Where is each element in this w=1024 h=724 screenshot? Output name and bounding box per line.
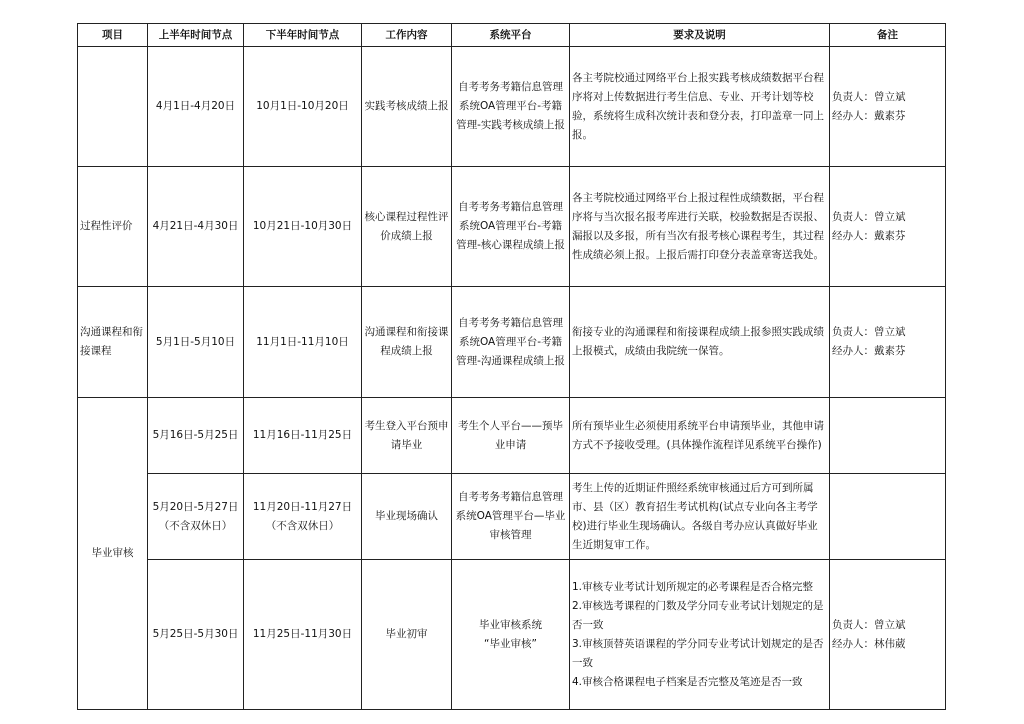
table-row-grad-review <box>78 560 946 710</box>
cell-requirement: 衔接专业的沟通课程和衔接课程成绩上报参照实践成绩上报模式，成绩由我院统一保管。 <box>570 287 830 398</box>
header-work: 工作内容 <box>362 24 452 47</box>
cell-work: 沟通课程和衔接课程成绩上报 <box>362 287 452 398</box>
cell-note: 负责人：曾立斌 经办人：林伟葳 <box>830 560 946 710</box>
cell-first-half: 5月16日-5月25日 <box>148 398 244 474</box>
cell-second-half: 11月1日-11月10日 <box>244 287 362 398</box>
cell-platform: 自考考务考籍信息管理系统OA管理平台-考籍管理-实践考核成绩上报 <box>452 47 570 167</box>
header-platform: 系统平台 <box>452 24 570 47</box>
cell-requirement: 各主考院校通过网络平台上报实践考核成绩数据平台程序将对上传数据进行考生信息、专业、开考计划等校验，系统将生成科次统计表和登分表，打印盖章一同上报。 <box>570 47 830 167</box>
cell-item: 过程性评价 <box>78 167 148 287</box>
cell-requirement: 所有预毕业生必须使用系统平台申请预毕业，其他申请方式不予接收受理。(具体操作流程详见系统平台操作) <box>570 398 830 474</box>
cell-first-half: 5月20日-5月27日 （不含双休日） <box>148 474 244 560</box>
cell-first-half: 5月25日-5月30日 <box>148 560 244 710</box>
cell-second-half: 11月20日-11月27日 （不含双休日） <box>244 474 362 560</box>
schedule-table <box>77 23 946 710</box>
cell-note <box>830 474 946 560</box>
cell-work: 核心课程过程性评价成绩上报 <box>362 167 452 287</box>
cell-note: 负责人：曾立斌 经办人：戴素芬 <box>830 287 946 398</box>
table-row-process <box>78 167 946 287</box>
cell-second-half: 10月1日-10月20日 <box>244 47 362 167</box>
cell-item-grad: 毕业审核 <box>78 398 148 710</box>
cell-platform: 毕业审核系统 “毕业审核” <box>452 560 570 710</box>
cell-platform: 自考考务考籍信息管理系统OA管理平台-考籍管理-沟通课程成绩上报 <box>452 287 570 398</box>
cell-work: 考生登入平台预申请毕业 <box>362 398 452 474</box>
cell-work: 毕业现场确认 <box>362 474 452 560</box>
cell-item <box>78 47 148 167</box>
header-row <box>78 24 946 47</box>
table-row-practice <box>78 47 946 167</box>
cell-platform: 自考考务考籍信息管理系统OA管理平台—毕业审核管理 <box>452 474 570 560</box>
cell-first-half: 4月1日-4月20日 <box>148 47 244 167</box>
cell-requirement: 1.审核专业考试计划所规定的必考课程是否合格完整 2.审核选考课程的门数及学分同专业考试计划规定的是否一致 3.审核顶替英语课程的学分同专业考试计划规定的是否一致 4.审核合格课程电子档案是否完整及笔迹是否一致 <box>570 560 830 710</box>
table-row-grad-apply <box>78 398 946 474</box>
header-requirement: 要求及说明 <box>570 24 830 47</box>
cell-platform: 考生个人平台——预毕业申请 <box>452 398 570 474</box>
cell-item: 沟通课程和衔接课程 <box>78 287 148 398</box>
cell-note: 负责人：曾立斌 经办人：戴素芬 <box>830 47 946 167</box>
cell-first-half: 4月21日-4月30日 <box>148 167 244 287</box>
header-item: 项目 <box>78 24 148 47</box>
cell-second-half: 11月16日-11月25日 <box>244 398 362 474</box>
cell-work: 实践考核成绩上报 <box>362 47 452 167</box>
cell-second-half: 11月25日-11月30日 <box>244 560 362 710</box>
cell-work: 毕业初审 <box>362 560 452 710</box>
cell-note <box>830 398 946 474</box>
header-second-half: 下半年时间节点 <box>244 24 362 47</box>
cell-requirement: 考生上传的近期证件照经系统审核通过后方可到所属市、县（区）教育招生考试机构(试点专业向各主考学校)进行毕业生现场确认。各级自考办应认真做好毕业生近期复审工作。 <box>570 474 830 560</box>
cell-requirement: 各主考院校通过网络平台上报过程性成绩数据，平台程序将与当次报名报考库进行关联，校验数据是否误报、漏报以及多报，所有当次有报考核心课程考生，其过程性成绩必须上报。上报后需打印登分表盖章寄送我处。 <box>570 167 830 287</box>
header-note: 备注 <box>830 24 946 47</box>
cell-first-half: 5月1日-5月10日 <box>148 287 244 398</box>
cell-platform: 自考考务考籍信息管理系统OA管理平台-考籍管理-核心课程成绩上报 <box>452 167 570 287</box>
cell-second-half: 10月21日-10月30日 <box>244 167 362 287</box>
table-row-bridge <box>78 287 946 398</box>
cell-note: 负责人：曾立斌 经办人：戴素芬 <box>830 167 946 287</box>
header-first-half: 上半年时间节点 <box>148 24 244 47</box>
table-row-grad-confirm <box>78 474 946 560</box>
